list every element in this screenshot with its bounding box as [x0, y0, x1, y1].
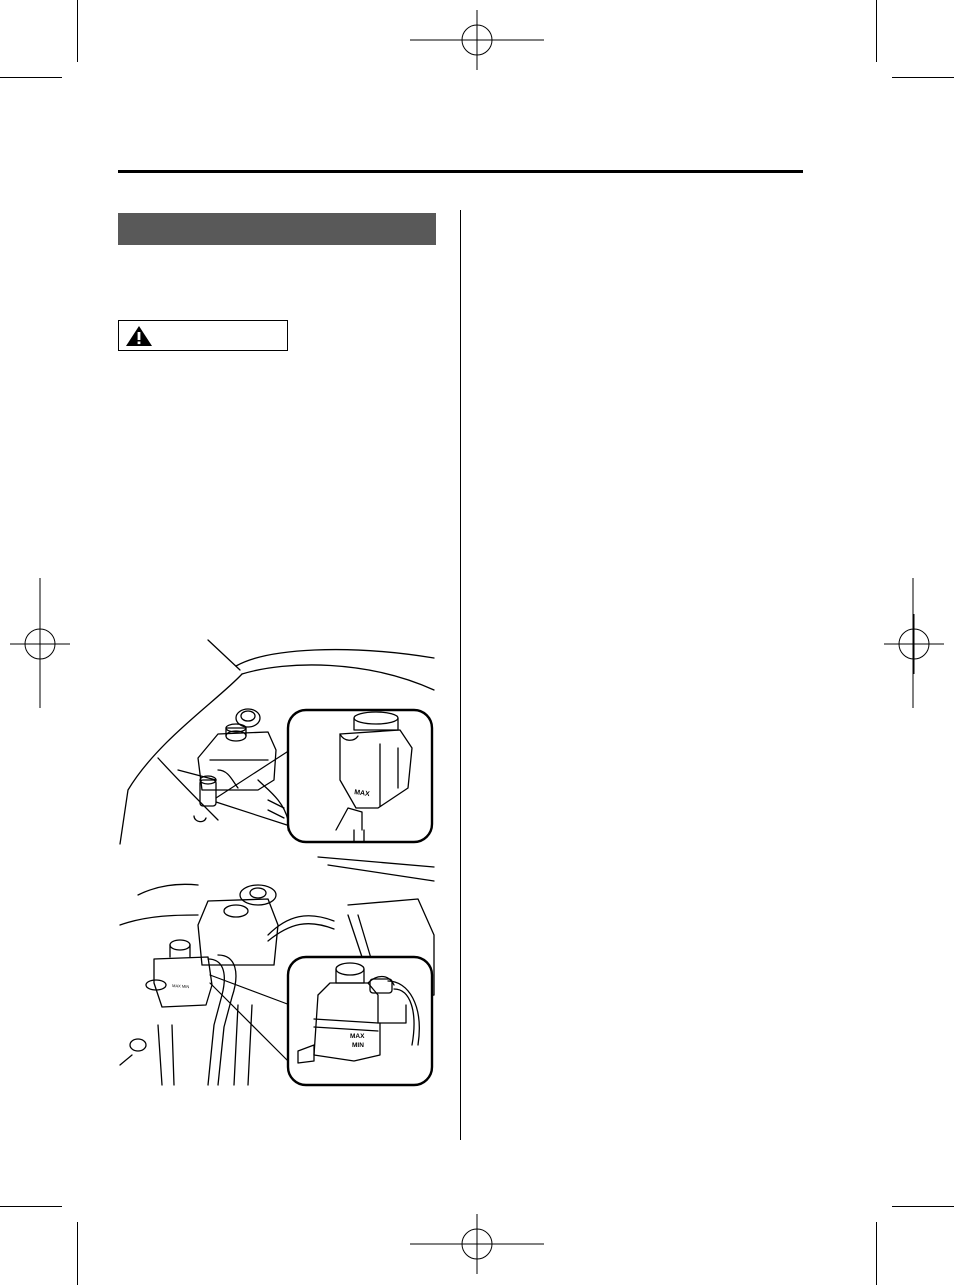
- crop-mark-bottom-left-h: [0, 1206, 62, 1207]
- crop-mark-top-left-v: [77, 0, 78, 62]
- rhd-engine-bay-drawing: [118, 855, 436, 1090]
- warning-box: [118, 320, 288, 351]
- registration-mark-top-lines: [410, 39, 544, 42]
- rhd-inset-max-label: MAX: [350, 1033, 365, 1040]
- crop-mark-top-right-v: [876, 0, 877, 62]
- crop-mark-top-left-h: [0, 77, 62, 78]
- warning-triangle-icon: [125, 325, 153, 347]
- crop-mark-bottom-left-v: [77, 1222, 78, 1285]
- lhd-engine-bay-drawing: [118, 630, 436, 850]
- column-divider: [460, 210, 461, 1140]
- rhd-main-max-min-label: MAX MIN: [171, 983, 190, 990]
- crop-mark-bottom-right-v: [876, 1222, 877, 1285]
- rhd-inset-min-label: MIN: [352, 1042, 364, 1049]
- header-rule: [118, 170, 803, 173]
- section-heading-bar: [118, 213, 436, 245]
- registration-mark-left-lines: [39, 578, 42, 708]
- illustration-lhd-reservoir: [118, 630, 436, 850]
- crop-mark-top-right-h: [892, 77, 954, 78]
- registration-mark-right-lines: [912, 578, 915, 708]
- lhd-inset-max-label: MAX: [353, 789, 371, 799]
- crop-mark-bottom-right-h: [892, 1206, 954, 1207]
- registration-mark-bottom-lines: [410, 1243, 544, 1246]
- illustration-rhd-reservoir: [118, 855, 436, 1090]
